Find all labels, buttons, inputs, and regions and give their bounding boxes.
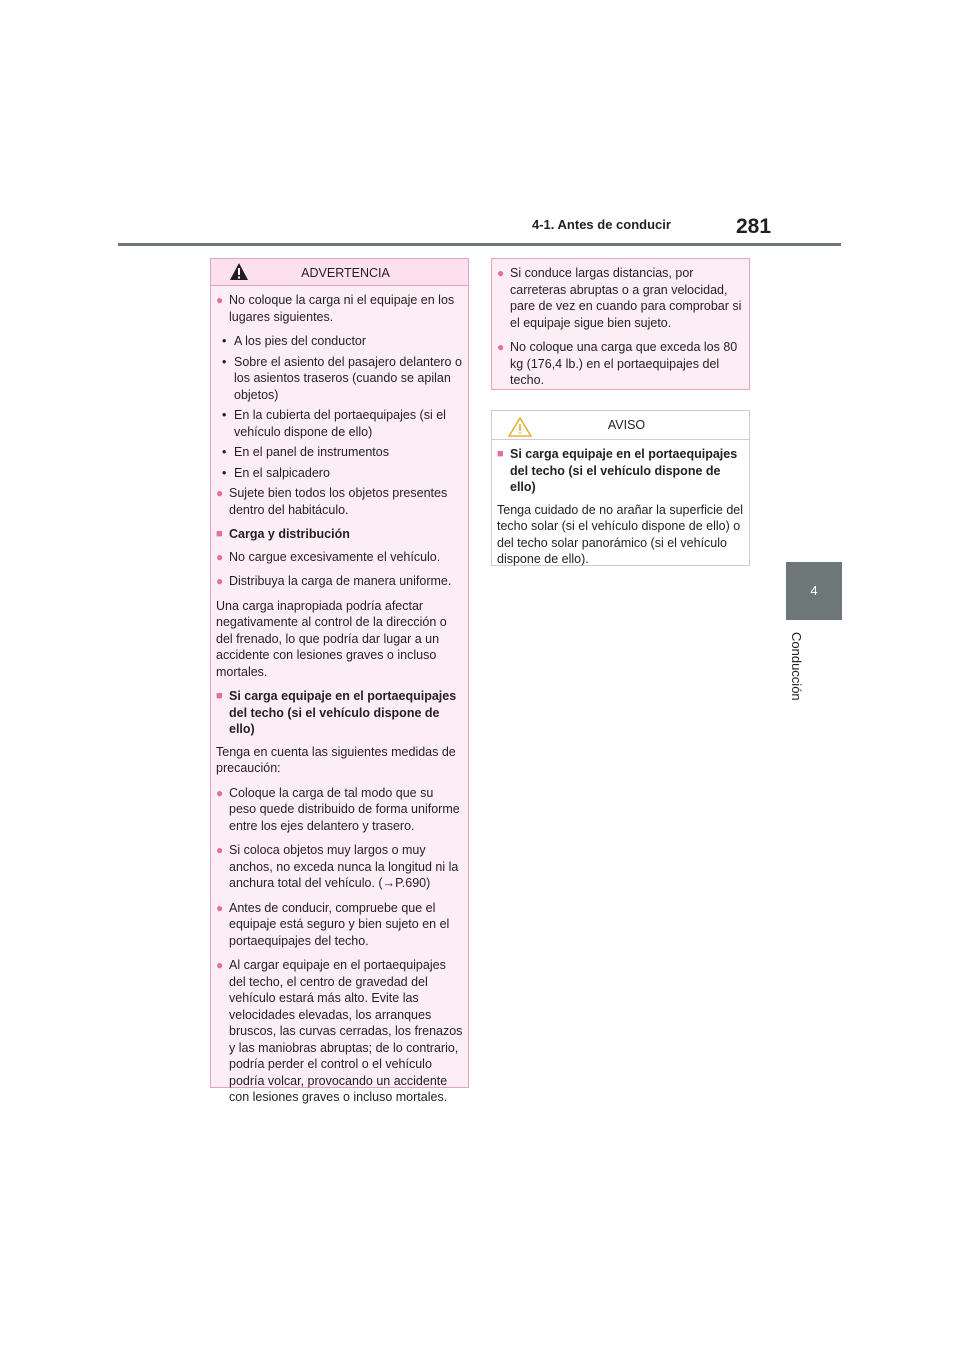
- page-number: 281: [736, 215, 772, 238]
- sub-list-item: [216, 407, 463, 440]
- item-text: En la cubierta del portaequipajes (si el vehículo dispone de ello): [234, 408, 446, 439]
- bullet-icon: ■: [216, 528, 223, 540]
- subsection-heading: [216, 688, 463, 738]
- bullet-icon: ●: [216, 785, 224, 800]
- item-text: Sujete bien todos los objetos presentes dentro del habitáculo.: [229, 486, 448, 517]
- bullet-icon: ●: [216, 293, 224, 307]
- item-text: Tenga en cuenta las siguientes medidas de precaución:: [216, 744, 456, 775]
- sub-list-item: [216, 333, 463, 350]
- item-text: Antes de conducir, compruebe que el equipaje está seguro y bien sujeto en el portaequipajes del techo.: [229, 900, 450, 948]
- item-text: Distribuya la carga de manera uniforme.: [229, 574, 452, 588]
- bullet-icon: •: [222, 354, 227, 369]
- bullet-icon: •: [222, 445, 227, 459]
- notice-content: [492, 440, 749, 568]
- bullet-icon: ●: [216, 958, 224, 972]
- bullet-icon: ●: [216, 549, 224, 564]
- bullet-icon: ●: [216, 843, 224, 857]
- item-text: Si coloca objetos muy largos o muy anchos, no exceda nunca la longitud ni la anchura total del vehículo. (→P.690): [229, 843, 459, 890]
- list-item: [216, 292, 463, 325]
- list-item: [216, 900, 463, 950]
- list-item: [216, 842, 463, 892]
- warning-continued-content: [492, 259, 749, 389]
- item-text: Carga y distribución: [229, 527, 350, 541]
- item-text: No cargue excesivamente el vehículo.: [229, 549, 441, 564]
- bullet-icon: •: [222, 334, 227, 348]
- item-text: En el panel de instrumentos: [234, 445, 389, 459]
- item-text: Tenga cuidado de no arañar la superficie del techo solar (si el vehículo dispone de ello) o del techo solar panorámico (si el vehículo dispone de ello).: [497, 502, 744, 566]
- paragraph: [497, 502, 744, 568]
- warning-box-continued: [491, 258, 750, 390]
- list-item: [497, 339, 744, 389]
- item-text: A los pies del conductor: [234, 334, 367, 348]
- item-text: Si conduce largas distancias, por carreteras abruptas o a gran velocidad, pare de vez en cuando para comprobar si el equipaje sigue bien sujeto.: [510, 266, 742, 330]
- item-text: En el salpicadero: [234, 465, 330, 480]
- notice-title: AVISO: [607, 418, 646, 432]
- item-text: Una carga inapropiada podría afectar negativamente al control de la dirección o del frenado, lo que podría dar lugar a un accidente con lesiones graves o incluso mortales.: [216, 598, 447, 679]
- sub-list-item: [216, 354, 463, 404]
- notice-header: [492, 411, 749, 440]
- bullet-icon: ■: [497, 448, 504, 460]
- chapter-tab: 4: [786, 562, 842, 620]
- warning-header: [211, 259, 468, 286]
- sub-list-item: [216, 465, 463, 482]
- item-text: Sobre el asiento del pasajero delantero o los asientos traseros (cuando se apilan objetos): [234, 354, 462, 402]
- bullet-icon: •: [222, 408, 227, 422]
- list-item: [216, 957, 463, 1106]
- notice-box: [491, 410, 750, 566]
- bullet-icon: ●: [216, 900, 224, 915]
- item-text: No coloque una carga que exceda los 80 kg (176,4 lb.) en el portaequipajes del techo.: [510, 340, 738, 387]
- subsection-heading: [497, 446, 744, 496]
- bullet-icon: ■: [216, 690, 223, 702]
- warning-title: ADVERTENCIA: [301, 266, 390, 280]
- item-text: Coloque la carga de tal modo que su peso quede distribuido de forma uniforme entre los ejes delantero y trasero.: [229, 785, 460, 833]
- paragraph: [216, 598, 463, 681]
- warning-content: [211, 286, 468, 1106]
- item-text: Si carga equipaje en el portaequipajes del techo (si el vehículo dispone de ello): [510, 447, 738, 494]
- paragraph: [216, 744, 463, 777]
- item-text: Al cargar equipaje en el portaequipajes del techo, el centro de gravedad del vehículo estará más alto. Evite las velocidades elevadas, los arranques bruscos, las curvas cerradas, los frenazos y las maniobras abruptas; de lo contrario, podría perder el control o el vehículo podría volcar, provocando un accidente con lesiones graves o incluso mortales.: [229, 958, 463, 1104]
- bullet-icon: ●: [497, 340, 505, 354]
- chapter-label: Conducción: [789, 632, 804, 701]
- subsection-heading: [216, 526, 463, 543]
- bullet-icon: •: [222, 465, 227, 480]
- header-rule: [118, 243, 841, 246]
- list-item: [216, 549, 463, 566]
- item-text: No coloque la carga ni el equipaje en los lugares siguientes.: [229, 293, 455, 324]
- list-item: [216, 573, 463, 590]
- sub-list-item: [216, 444, 463, 461]
- warning-box: [210, 258, 469, 1104]
- list-item: [497, 265, 744, 331]
- bullet-icon: ●: [216, 574, 224, 588]
- list-item: [216, 785, 463, 835]
- section-title: 4-1. Antes de conducir: [532, 217, 671, 232]
- item-text: Si carga equipaje en el portaequipajes del techo (si el vehículo dispone de ello): [229, 689, 457, 736]
- list-item: [216, 485, 463, 518]
- bullet-icon: ●: [497, 266, 505, 280]
- bullet-icon: ●: [216, 486, 224, 500]
